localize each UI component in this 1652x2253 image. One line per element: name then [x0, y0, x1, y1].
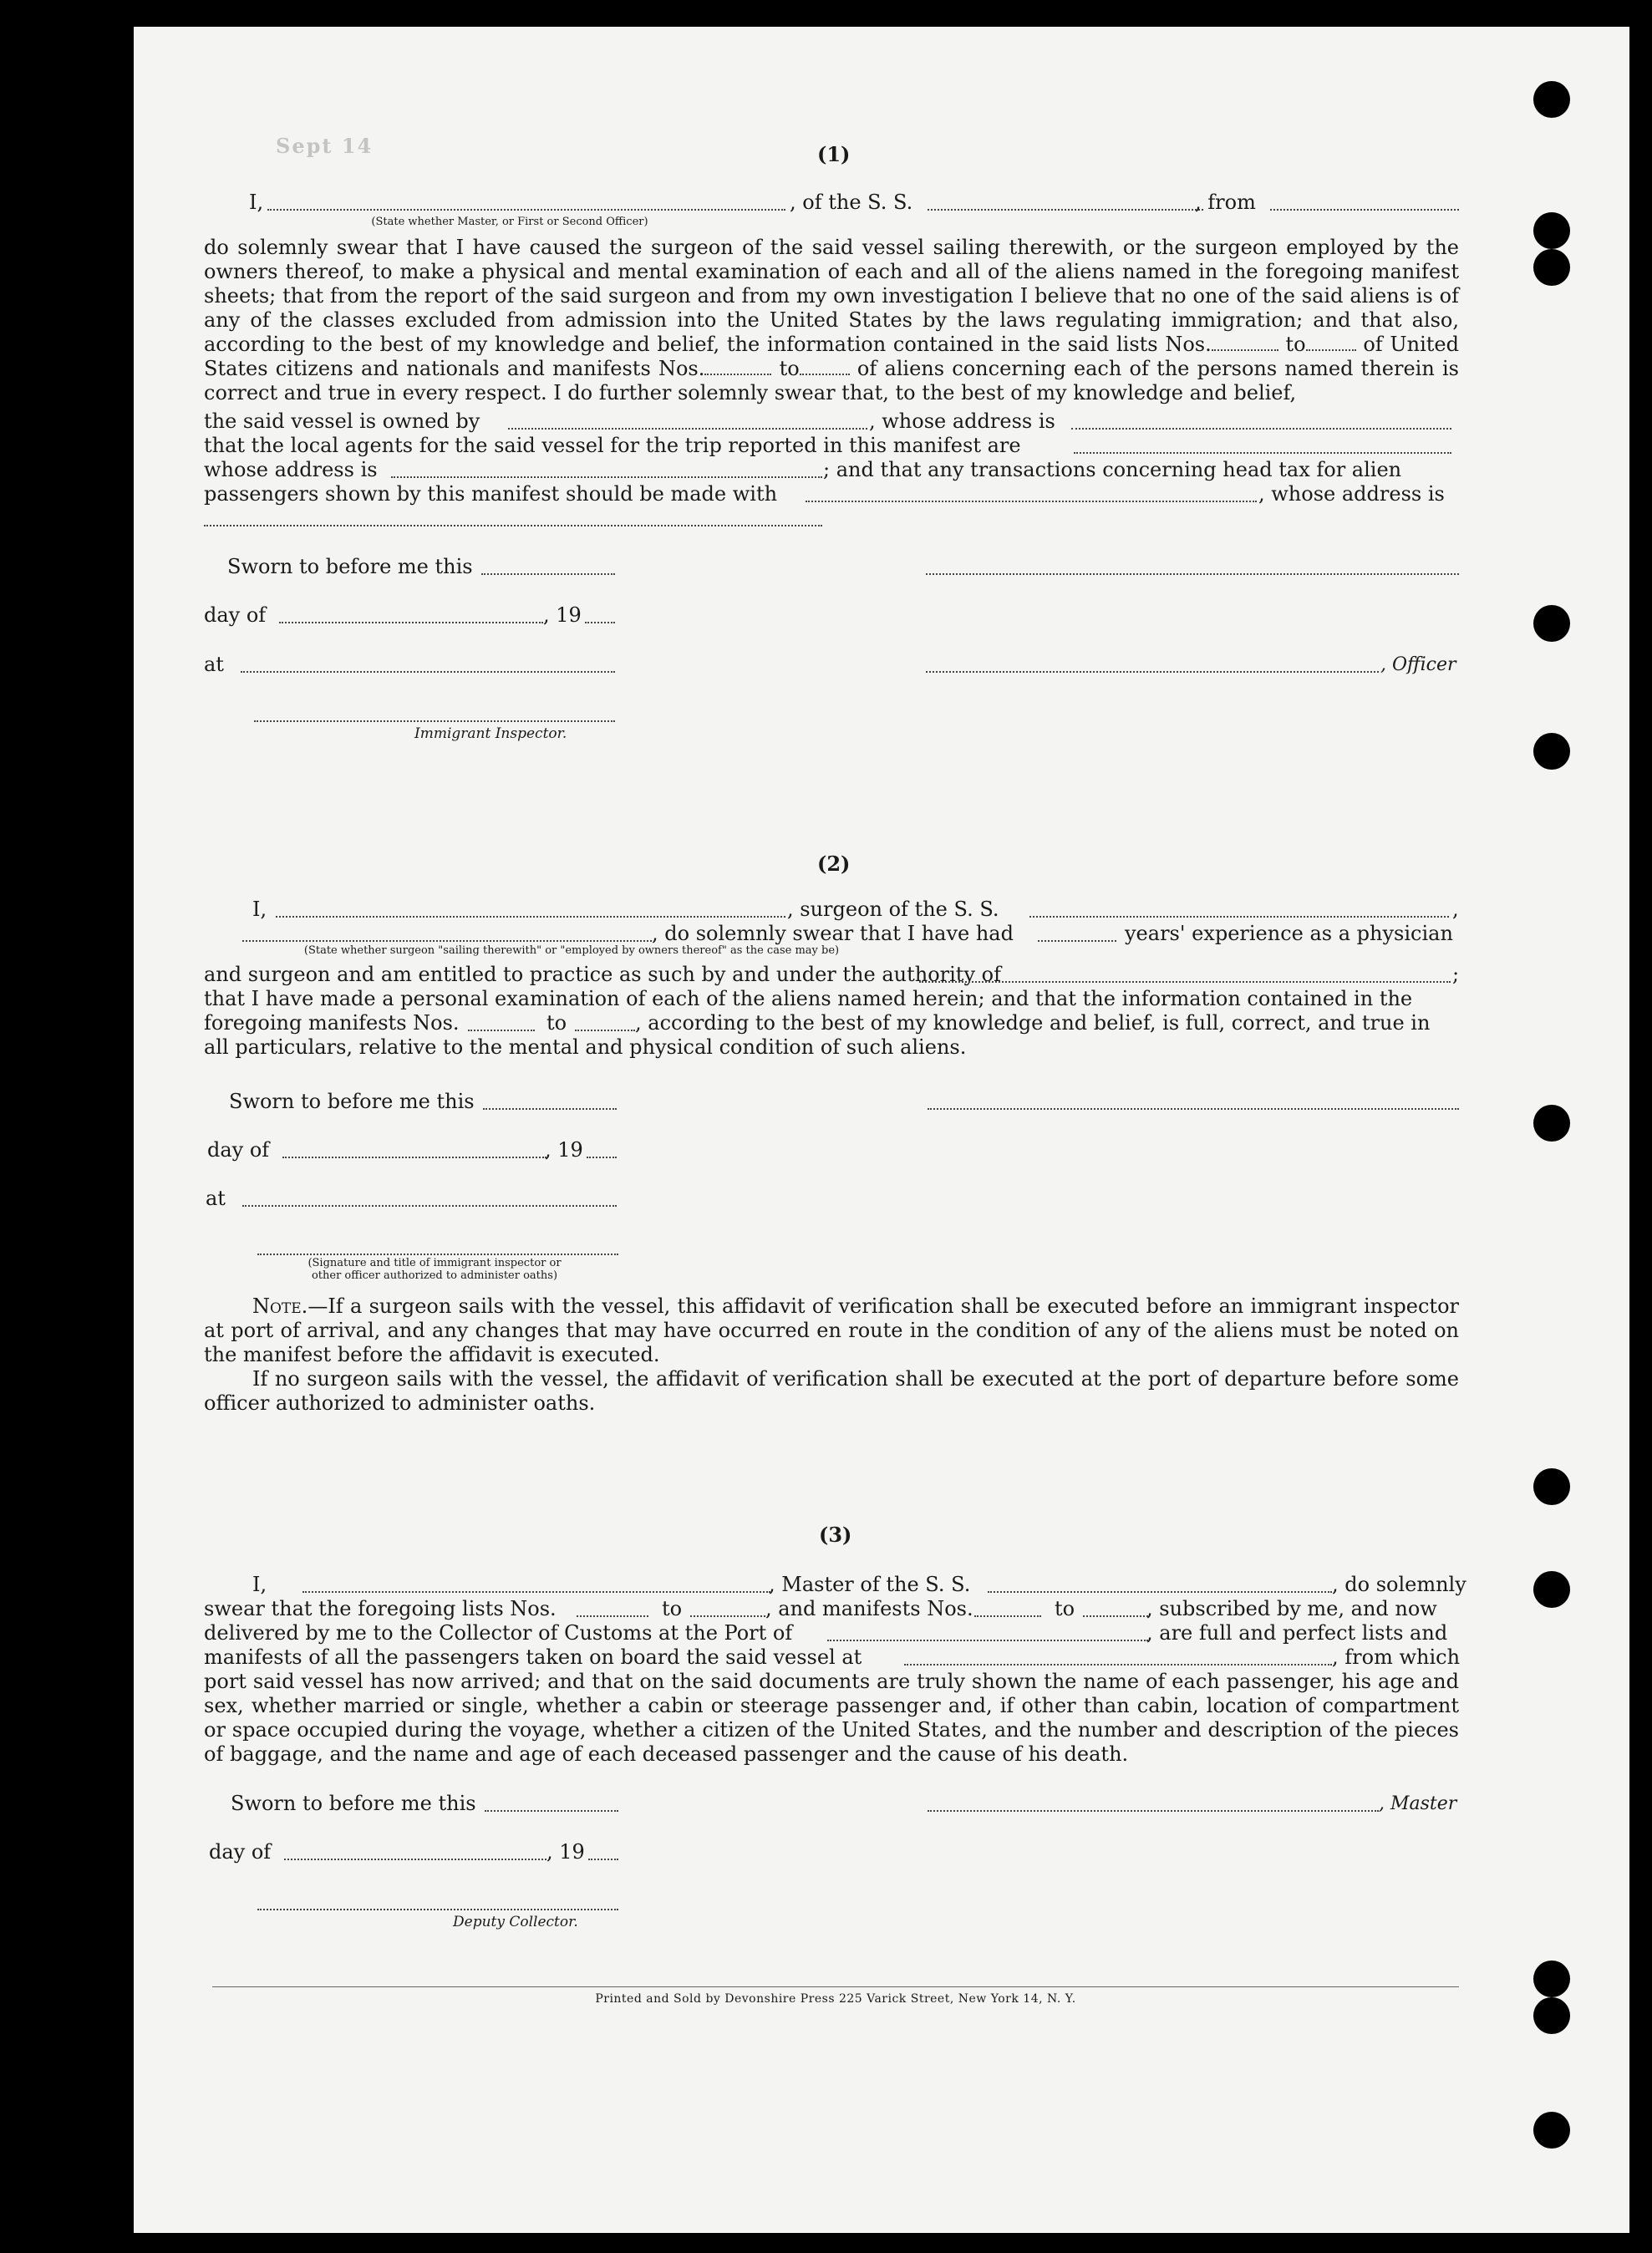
section-2-number: (2) [817, 852, 851, 876]
surgeon-i-label: I, [252, 898, 267, 921]
master-oath-body: port said vessel has now arrived; and that on the said documents are truly shown the name of each passenger, his age and sex, whether married or single, whether a cabin or steerage passenger and, if other than cabin, location of compartment or space occupied during the voyage, whether a citizen of the United States, and the number and description of the pieces of baggage, and the name and age of each deceased passenger and the cause of his death. [204, 1670, 1459, 1766]
subscribed-label: , subscribed by me, and now [1146, 1597, 1437, 1620]
and-manifests-label: , and manifests Nos. [765, 1597, 973, 1620]
head-tax-address-label: , whose address is [1258, 482, 1445, 506]
sworn-day-field-3[interactable] [485, 1810, 618, 1812]
place-field-1[interactable] [241, 671, 615, 673]
from-which-label: , from which [1332, 1645, 1461, 1669]
manifest-from-field-2[interactable] [468, 1030, 535, 1031]
local-agents-field[interactable] [1074, 452, 1451, 454]
agents-address-label: whose address is [204, 458, 378, 481]
years-label: years' experience as a physician [1125, 922, 1453, 945]
binder-hole [1533, 1571, 1570, 1608]
footer-rule [212, 1986, 1459, 1987]
full-perfect-label: , are full and perfect lists and [1146, 1621, 1448, 1645]
swear-lists-label: swear that the foregoing lists Nos. [204, 1597, 557, 1620]
officer-name-field[interactable] [267, 209, 785, 211]
comma-mark: , [1452, 898, 1459, 921]
manifests-all-label: manifests of all the passengers taken on board the said vessel at [204, 1645, 862, 1669]
oath-body-text: do solemnly swear that I have caused the surgeon of the said vessel sailing therewith, or the surgeon employed by the owners thereof, to make a physical and mental examination of each and all of the aliens named in the foregoing manifest sheets; that from the report of the said surgeon and from my own investigation I believe that no one of the said aliens is of any of the classes excluded from admission into the United States by the laws regulating immigration; and that also, according to the best of my knowledge and belief, the information contained in the said lists Nos. to of United States citizens and nationals and manifests Nos. to of aliens concerning each of the persons named therein is correct and true in every respect. I do further solemnly swear that, to the best of my knowledge and belief, [204, 236, 1460, 404]
owner-field[interactable] [508, 428, 867, 430]
from-label: , from [1195, 191, 1256, 214]
master-name-field[interactable] [302, 1591, 770, 1593]
bleed-through-text: Sept 14 [276, 134, 374, 158]
manifest-to-field-2[interactable] [575, 1030, 635, 1031]
binder-hole [1533, 81, 1570, 118]
from-port-field[interactable] [1270, 209, 1459, 211]
section-1-number: (1) [817, 142, 851, 166]
examination-text: that I have made a personal examination of each of the aliens named herein; and that the information contained in the [204, 987, 1413, 1010]
lists-from-field[interactable] [577, 1615, 648, 1617]
day-of-label-2: day of [207, 1138, 270, 1162]
local-agents-label: that the local agents for the said vessel for the trip reported in this manifest are [204, 434, 1021, 457]
deputy-collector-caption: Deputy Collector. [453, 1914, 578, 1930]
owned-by-label: the said vessel is owned by [204, 409, 480, 433]
binder-hole [1533, 1997, 1570, 2034]
boarding-port-field[interactable] [904, 1664, 1332, 1666]
month-field-3[interactable] [284, 1859, 546, 1860]
master-vessel-field[interactable] [988, 1591, 1332, 1593]
officer-caption: , Officer [1380, 654, 1456, 675]
to-label-3b: to [1055, 1597, 1075, 1620]
surgeon-capacity-note: (State whether surgeon "sailing therewith" or "employed by owners thereof" as the case may be) [303, 944, 840, 957]
surgeon-name-field[interactable] [276, 916, 785, 918]
month-field-1[interactable] [279, 622, 543, 623]
owner-address-field[interactable] [1071, 428, 1451, 430]
head-tax-agent-field[interactable] [806, 501, 1257, 502]
port-field[interactable] [827, 1640, 1148, 1641]
printer-credit: Printed and Sold by Devonshire Press 225 Varick Street, New York 14, N. Y. [595, 1992, 1076, 2006]
to-label-2: to [546, 1011, 567, 1035]
binder-hole [1533, 733, 1570, 770]
inspector-caption: Immigrant Inspector. [414, 725, 567, 742]
sworn-label-2: Sworn to before me this [229, 1090, 475, 1113]
owner-address-label: , whose address is [869, 409, 1055, 433]
master-signature-field[interactable] [928, 1810, 1379, 1812]
binder-hole [1533, 605, 1570, 642]
surgeon-vessel-field[interactable] [1029, 916, 1449, 918]
month-field-2[interactable] [282, 1157, 546, 1158]
of-ss-label: , of the S. S. [790, 191, 913, 214]
year-field-1[interactable] [585, 622, 615, 623]
belief-text-2: , according to the best of my knowledge and belief, is full, correct, and true in [635, 1011, 1431, 1035]
solemnly-swear-label: , do solemnly swear that I have had [652, 922, 1014, 945]
sworn-day-field-1[interactable] [481, 573, 615, 575]
do-solemnly-label: , do solemnly [1332, 1573, 1466, 1596]
practice-text: and surgeon and am entitled to practice as such by and under the authority of [204, 963, 1001, 986]
manifests-label-2: foregoing manifests Nos. [204, 1011, 460, 1035]
officer-title-field[interactable] [926, 671, 1379, 673]
day-of-label-3: day of [209, 1840, 272, 1864]
passengers-label: passengers shown by this manifest should be made with [204, 482, 778, 506]
head-tax-text: ; and that any transactions concerning head tax for alien [823, 458, 1402, 481]
manifests-to-field-3[interactable] [1083, 1615, 1148, 1617]
master-of-label: , Master of the S. S. [769, 1573, 971, 1596]
to-label-3a: to [662, 1597, 683, 1620]
year-label-3: , 19 [546, 1840, 585, 1864]
day-of-label-1: day of [204, 603, 267, 627]
binder-hole [1533, 2112, 1570, 2149]
lists-to-field[interactable] [690, 1615, 765, 1617]
binder-hole [1533, 1105, 1570, 1142]
particulars-text: all particulars, relative to the mental and physical condition of such aliens. [204, 1035, 967, 1059]
vessel-name-field[interactable] [928, 209, 1203, 211]
binder-hole [1533, 1468, 1570, 1505]
note-label: Note. [252, 1294, 308, 1318]
signature-caption-line1: (Signature and title of immigrant inspector or [308, 1257, 562, 1269]
year-label-2: , 19 [545, 1138, 583, 1162]
delivered-label: delivered by me to the Collector of Customs at the Port of [204, 1621, 793, 1645]
sworn-label-1: Sworn to before me this [227, 555, 473, 578]
sworn-day-field-2[interactable] [483, 1108, 617, 1110]
authorized-officer-signature-field[interactable] [257, 1254, 618, 1255]
authority-field[interactable] [919, 981, 1451, 983]
years-experience-field[interactable] [1038, 940, 1116, 942]
surgeon-of-label: , surgeon of the S. S. [787, 898, 999, 921]
binder-hole [1533, 249, 1570, 286]
binder-hole [1533, 1961, 1570, 1997]
at-label-1: at [204, 653, 224, 676]
officer-signature-field[interactable] [926, 573, 1459, 575]
semicolon-mark: ; [1452, 963, 1460, 986]
signature-caption-line2: other officer authorized to administer oaths) [311, 1269, 558, 1282]
surgeon-capacity-field[interactable] [242, 940, 652, 942]
note-paragraph-2: If no surgeon sails with the vessel, the affidavit of verification shall be executed at the port of departure before some officer authorized to administer oaths. [204, 1367, 1459, 1415]
at-label-2: at [206, 1187, 226, 1210]
surgeon-signature-field[interactable] [928, 1108, 1459, 1110]
officer-rank-note: (State whether Master, or First or Second Officer) [371, 216, 648, 228]
deputy-collector-signature-field[interactable] [257, 1909, 618, 1910]
section-3-number: (3) [819, 1523, 852, 1547]
note-paragraph-1: Note.—If a surgeon sails with the vessel, this affidavit of verification shall be executed before an immigrant inspector at port of arrival, and any changes that may have occurred en route in the condition of any of the aliens must be noted on the manifest before the affidavit is executed. [204, 1294, 1459, 1366]
master-caption: , Master [1379, 1793, 1457, 1814]
binder-hole [1533, 212, 1570, 249]
head-tax-address-field[interactable] [204, 525, 822, 526]
agents-address-field[interactable] [391, 476, 822, 478]
master-i-label: I, [252, 1573, 267, 1596]
place-field-2[interactable] [242, 1205, 617, 1207]
oath-i-label: I, [249, 191, 264, 214]
manifests-from-field-3[interactable] [974, 1615, 1041, 1617]
inspector-signature-field[interactable] [254, 720, 615, 722]
year-field-2[interactable] [587, 1157, 617, 1158]
year-field-3[interactable] [588, 1859, 618, 1860]
sworn-label-3: Sworn to before me this [231, 1792, 476, 1815]
year-label-1: , 19 [543, 603, 582, 627]
